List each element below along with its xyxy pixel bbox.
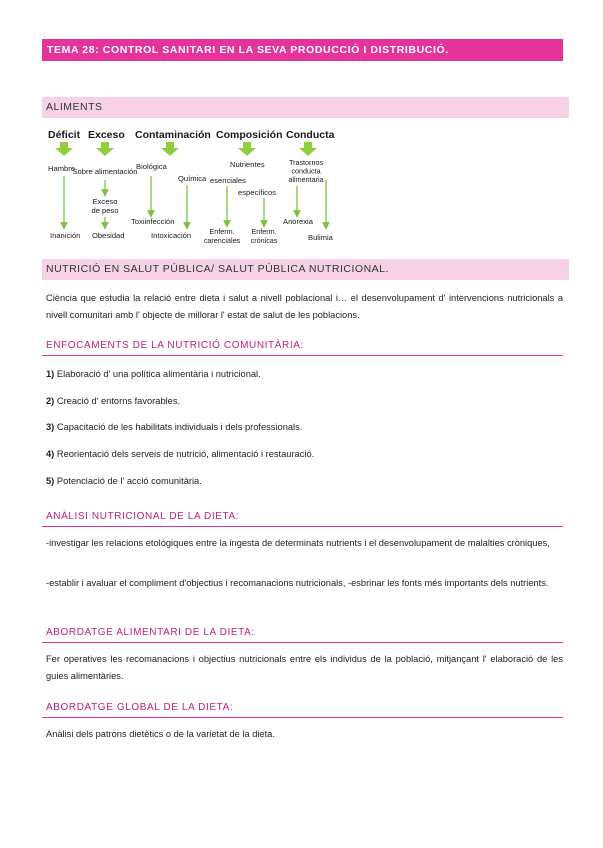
diagram-header-contaminacion: Contaminación (135, 129, 211, 141)
section-heading-analisi: ANÀLISI NUTRICIONAL DE LA DIETA: (42, 510, 563, 527)
diagram-item-nutrientes: Nutrientes (230, 160, 265, 169)
enfocament-item-3 (46, 421, 563, 434)
aliments-diagram (42, 122, 502, 250)
diagram-item-especificos: específicos (238, 188, 276, 197)
analisi-text-2: -establir i avaluar el compliment d'objectius i recomanacions nutricionals, -esbrinar les fonts més importants dels nutrients. (46, 578, 549, 588)
diagram-item-biologica: Biológica (136, 162, 167, 171)
arrow-exceso (96, 142, 114, 156)
diagram-item-trastornos: Trastornos conducta alimentaria (288, 158, 324, 184)
section-heading-nutricio: NUTRICIÓ EN SALUT PÚBLICA/ SALUT PÚBLICA NUTRICIONAL. (42, 259, 569, 280)
item-number: 1) (46, 369, 55, 379)
diagram-header-composicion: Composición (216, 129, 283, 141)
analisi-text-1: -investigar les relacions etològiques entre la ingesta de determinats nutrients i el desenvolupament de malalties cròniques, (46, 538, 550, 548)
diagram-header-conducta: Conducta (286, 129, 335, 141)
diagram-item-bulimia: Bulimia (308, 233, 333, 242)
item-number: 3) (46, 422, 55, 432)
diagram-item-toxiinfeccion: Toxiinfección (131, 217, 175, 226)
enfocament-item-5 (46, 475, 563, 488)
nutricio-text: Ciència que estudia la relació entre dieta i salut a nivell poblacional i… el desenvolupament d' intervencions nutricionals a nivell comunitari amb l' objecte de millorar l' estat de salut de les poblacions. (46, 293, 563, 320)
section-heading-abordatge-global: ABORDATGE GLOBAL DE LA DIETA: (42, 701, 563, 718)
item-number: 4) (46, 449, 55, 459)
diagram-item-exceso-de-peso: Exceso de peso (91, 197, 119, 215)
abordatge-alimentari-text: Fer operatives les recomanacions i objectius nutricionals entre els individus de la població, mitjançant l' elaboració de les guies alimentàries. (46, 654, 563, 681)
diagram-header-exceso: Exceso (88, 129, 125, 141)
arrow-deficit (55, 142, 73, 156)
diagram-item-quimica: Química (178, 174, 207, 183)
arrow-conducta (299, 142, 317, 156)
diagram-item-inanicion: Inanición (50, 231, 81, 240)
item-text: Reorientació dels serveis de nutrició, alimentació i restauració. (54, 449, 315, 459)
abordatge-global-text: Anàlisi dels patrons dietètics o de la varietat de la dieta. (46, 729, 275, 739)
arrow-composicion (238, 142, 256, 156)
item-text: Potenciació de l' acció comunitària. (54, 476, 202, 486)
diagram-item-enferm-carenciales: Enferm. carenciales (203, 227, 241, 245)
item-text: Capacitació de les habilitats individuals i dels professionals. (54, 422, 303, 432)
section-heading-abordatge-alimentari: ABORDATGE ALIMENTARI DE LA DIETA: (42, 626, 563, 643)
diagram-header-deficit: Déficit (48, 129, 81, 141)
diagram-item-intoxicacion: Intoxicación (151, 231, 192, 240)
enfocament-item-4 (46, 448, 563, 461)
arrow-contaminacion (161, 142, 179, 156)
item-text: Creació d' entorns favorables. (54, 396, 181, 406)
item-text: Elaboració d' una política alimentària i nutricional. (54, 369, 261, 379)
diagram-item-hambre: Hambre (48, 164, 76, 173)
diagram-item-obesidad: Obesidad (92, 231, 125, 240)
diagram-item-sobre-alimentacion: Sobre alimentación (72, 167, 138, 176)
item-number: 5) (46, 476, 55, 486)
enfocament-item-1 (46, 368, 563, 381)
section-heading-enfocaments: ENFOCAMENTS DE LA NUTRICIÓ COMUNITÀRIA: (42, 339, 563, 356)
diagram-item-enferm-cronicas: Enferm. crónicas (250, 227, 278, 245)
diagram-item-esenciales: esenciales (210, 176, 246, 185)
enfocament-item-2 (46, 395, 563, 408)
page-title: TEMA 28: CONTROL SANITARI EN LA SEVA PRODUCCIÓ I DISTRIBUCIÓ. (42, 39, 563, 61)
diagram-item-anorexia: Anorexia (283, 217, 313, 226)
item-number: 2) (46, 396, 55, 406)
section-heading-aliments: ALIMENTS (42, 97, 569, 118)
